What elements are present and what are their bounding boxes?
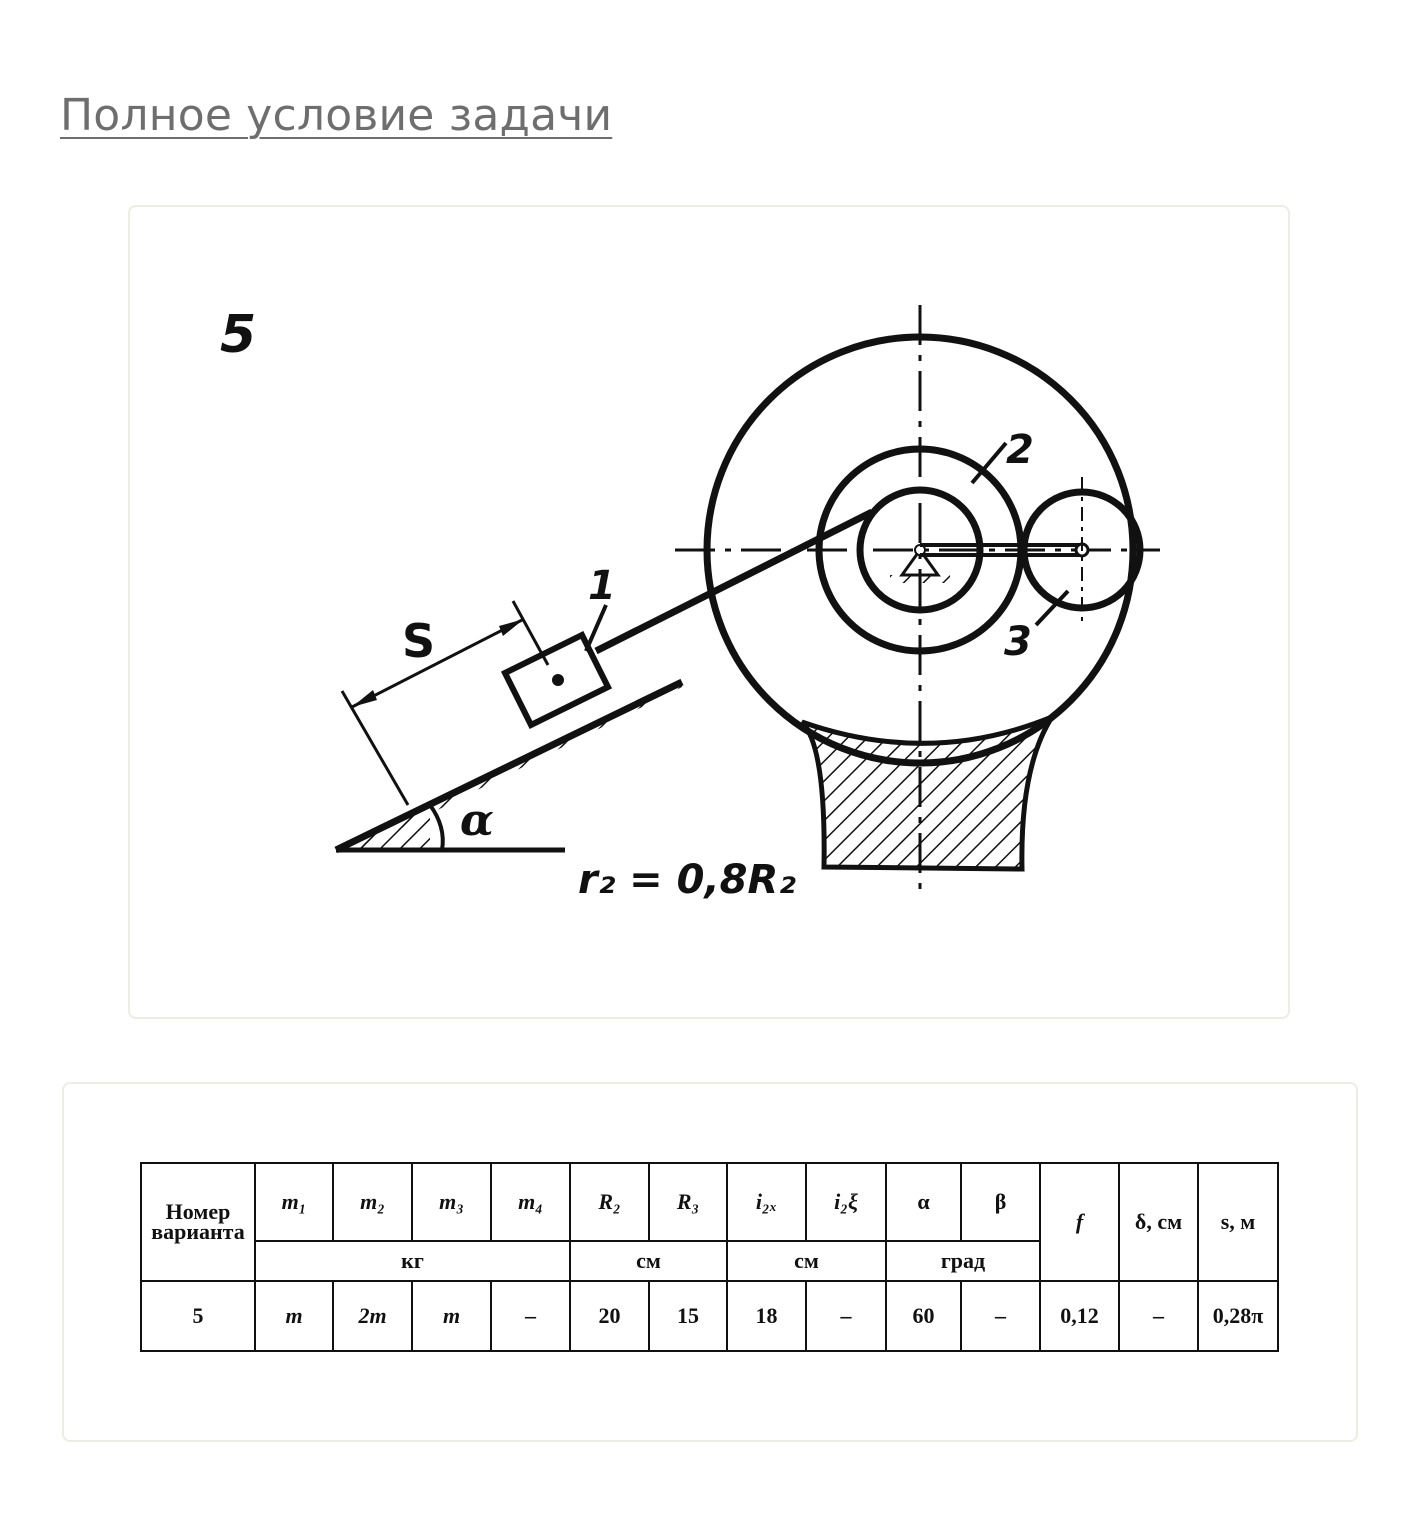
alpha-value: 60	[886, 1281, 961, 1351]
i2xi-header: i₂ξ	[806, 1163, 886, 1241]
rope	[596, 512, 872, 651]
delta-header: δ, см	[1119, 1163, 1198, 1281]
s-header: s, м	[1198, 1163, 1278, 1281]
variant-number-label: 5	[220, 305, 257, 365]
radius-unit: см	[570, 1241, 727, 1281]
alpha-angle-label: α	[460, 795, 494, 846]
m1-header: m₁	[255, 1163, 333, 1241]
body-1-label: 1	[588, 563, 616, 609]
m3-value: m	[412, 1281, 491, 1351]
r2-header: R₂	[570, 1163, 649, 1241]
data-row	[141, 1281, 1278, 1351]
block-1	[505, 635, 608, 725]
f-header: f	[1040, 1163, 1119, 1281]
i2x-header: i₂ₓ	[727, 1163, 806, 1241]
i2xi-value: –	[806, 1281, 886, 1351]
m1-value: m	[255, 1281, 333, 1351]
body-2-label: 2	[1006, 427, 1034, 473]
r3-value: 15	[649, 1281, 727, 1351]
m2-header: m₂	[333, 1163, 412, 1241]
alpha-header: α	[886, 1163, 961, 1241]
delta-value: –	[1119, 1281, 1198, 1351]
figure-card	[128, 205, 1290, 1019]
m4-header: m₄	[491, 1163, 570, 1241]
header-row	[141, 1163, 1278, 1241]
m2-value: 2m	[333, 1281, 412, 1351]
full-problem-link[interactable]: Полное условие задачи	[60, 90, 613, 141]
beta-value: –	[961, 1281, 1040, 1351]
body-3-label: 3	[1004, 619, 1032, 665]
mechanism-diagram	[130, 207, 1288, 1017]
i2x-value: 18	[727, 1281, 806, 1351]
r3-header: R₃	[649, 1163, 727, 1241]
inertia-unit: см	[727, 1241, 886, 1281]
m4-value: –	[491, 1281, 570, 1351]
beta-header: β	[961, 1163, 1040, 1241]
s-value: 0,28π	[1198, 1281, 1278, 1351]
f-value: 0,12	[1040, 1281, 1119, 1351]
parameters-table	[140, 1162, 1279, 1352]
mass-unit: кг	[255, 1241, 570, 1281]
angle-unit: град	[886, 1241, 1040, 1281]
m3-header: m₃	[412, 1163, 491, 1241]
s-label: S	[402, 614, 436, 668]
incline-plane	[336, 682, 682, 850]
table-card	[62, 1082, 1358, 1442]
radius-ratio-formula: r₂ = 0,8R₂	[578, 857, 796, 903]
variant-value: 5	[141, 1281, 255, 1351]
variant-header: Номер варианта	[141, 1163, 255, 1281]
r2-value: 20	[570, 1281, 649, 1351]
